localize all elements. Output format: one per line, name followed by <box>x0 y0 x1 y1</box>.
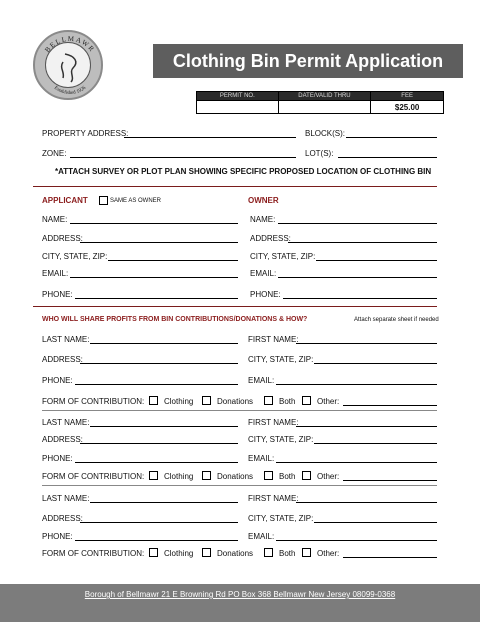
other-checkbox[interactable] <box>302 548 311 557</box>
property-address-field[interactable] <box>124 137 296 138</box>
donations-label: Donations <box>217 472 254 481</box>
applicant-phone-label: PHONE: <box>42 290 73 299</box>
owner-email-field[interactable] <box>278 277 437 278</box>
block-divider <box>42 485 437 486</box>
last-name-field[interactable] <box>90 343 238 344</box>
city-state-zip-label: CITY, STATE, ZIP: <box>248 355 314 364</box>
phone-label: PHONE: <box>42 376 73 385</box>
permit-no-cell[interactable] <box>197 101 279 114</box>
phone-field[interactable] <box>75 540 238 541</box>
permit-no-header: PERMIT NO. <box>197 92 279 101</box>
lots-field[interactable] <box>338 157 437 158</box>
footer-bar <box>0 584 480 622</box>
svg-text:BELLMAWR <box>43 35 96 54</box>
applicant-heading: APPLICANT <box>42 196 88 205</box>
email-label: EMAIL: <box>248 454 275 463</box>
last-name-field[interactable] <box>90 426 238 427</box>
email-field[interactable] <box>276 384 437 385</box>
same-as-owner-checkbox[interactable] <box>99 196 108 205</box>
date-valid-cell[interactable] <box>278 101 371 114</box>
fee-header: FEE <box>371 92 444 101</box>
clothing-label: Clothing <box>164 397 194 406</box>
both-label: Both <box>279 549 296 558</box>
clothing-checkbox[interactable] <box>149 471 158 480</box>
address-field[interactable] <box>80 443 238 444</box>
other-label: Other: <box>317 549 340 558</box>
applicant-phone-field[interactable] <box>75 298 238 299</box>
other-field[interactable] <box>343 405 437 406</box>
applicant-name-label: NAME: <box>42 215 68 224</box>
owner-address-label: ADDRESS: <box>250 234 291 243</box>
city-state-zip-label: CITY, STATE, ZIP: <box>248 435 314 444</box>
donations-label: Donations <box>217 397 254 406</box>
clothing-checkbox[interactable] <box>149 548 158 557</box>
section-divider <box>33 306 437 307</box>
seal-bottom-text: Established 1926 <box>52 85 88 97</box>
applicant-address-label: ADDRESS: <box>42 234 83 243</box>
applicant-email-field[interactable] <box>70 277 238 278</box>
phone-label: PHONE: <box>42 454 73 463</box>
both-label: Both <box>279 472 296 481</box>
phone-field[interactable] <box>75 462 238 463</box>
form-of-contribution-label: FORM OF CONTRIBUTION: <box>42 397 145 406</box>
first-name-label: FIRST NAME: <box>248 418 299 427</box>
last-name-label: LAST NAME: <box>42 494 90 503</box>
permit-table <box>196 91 444 114</box>
city-state-zip-label: CITY, STATE, ZIP: <box>248 514 314 523</box>
email-field[interactable] <box>276 462 437 463</box>
donations-checkbox[interactable] <box>202 396 211 405</box>
owner-heading: OWNER <box>248 196 279 205</box>
address-label: ADDRESS: <box>42 435 83 444</box>
seal-graphic <box>35 32 105 102</box>
date-valid-header: DATE/VALID THRU <box>278 92 371 101</box>
owner-phone-label: PHONE: <box>250 290 281 299</box>
other-field[interactable] <box>343 557 437 558</box>
both-label: Both <box>279 397 296 406</box>
form-of-contribution-label: FORM OF CONTRIBUTION: <box>42 549 145 558</box>
applicant-name-field[interactable] <box>70 223 238 224</box>
seal-top-text: BELLMAWR <box>43 34 97 55</box>
applicant-city-field[interactable] <box>108 260 238 261</box>
svg-text:Established 1926 <box>53 85 87 96</box>
zone-field[interactable] <box>70 157 296 158</box>
other-label: Other: <box>317 397 340 406</box>
other-checkbox[interactable] <box>302 396 311 405</box>
applicant-city-label: CITY, STATE, ZIP: <box>42 252 108 261</box>
address-field[interactable] <box>80 522 238 523</box>
first-name-field[interactable] <box>296 343 437 344</box>
first-name-label: FIRST NAME: <box>248 494 299 503</box>
city-state-zip-field[interactable] <box>314 363 437 364</box>
owner-city-field[interactable] <box>316 260 437 261</box>
profits-note: Attach separate sheet if needed <box>354 317 439 323</box>
email-label: EMAIL: <box>248 532 275 541</box>
property-address-label: PROPERTY ADDRESS: <box>42 129 129 138</box>
zone-label: ZONE: <box>42 149 67 158</box>
other-checkbox[interactable] <box>302 471 311 480</box>
first-name-label: FIRST NAME: <box>248 335 299 344</box>
last-name-field[interactable] <box>90 502 238 503</box>
profits-heading: WHO WILL SHARE PROFITS FROM BIN CONTRIBUTIONS/DONATIONS & HOW? <box>42 316 308 323</box>
both-checkbox[interactable] <box>264 548 273 557</box>
applicant-address-field[interactable] <box>80 242 238 243</box>
fee-cell: $25.00 <box>371 101 444 114</box>
address-field[interactable] <box>80 363 238 364</box>
owner-name-label: NAME: <box>250 215 276 224</box>
same-as-owner-label: SAME AS OWNER <box>110 198 162 204</box>
survey-notice: *ATTACH SURVEY OR PLOT PLAN SHOWING SPECIFIC PROPOSED LOCATION OF CLOTHING BIN <box>55 167 432 176</box>
owner-phone-field[interactable] <box>283 298 437 299</box>
other-field[interactable] <box>343 480 437 481</box>
page-title: Clothing Bin Permit Application <box>153 44 463 78</box>
clothing-checkbox[interactable] <box>149 396 158 405</box>
address-label: ADDRESS: <box>42 514 83 523</box>
first-name-field[interactable] <box>296 502 437 503</box>
city-state-zip-field[interactable] <box>314 443 437 444</box>
last-name-label: LAST NAME: <box>42 418 90 427</box>
donations-label: Donations <box>217 549 254 558</box>
owner-name-field[interactable] <box>278 223 437 224</box>
blocks-label: BLOCK(S): <box>305 129 346 138</box>
donations-checkbox[interactable] <box>202 471 211 480</box>
lots-label: LOT(S): <box>305 149 334 158</box>
last-name-label: LAST NAME: <box>42 335 90 344</box>
both-checkbox[interactable] <box>264 471 273 480</box>
blocks-field[interactable] <box>346 137 437 138</box>
city-state-zip-field[interactable] <box>314 522 437 523</box>
applicant-email-label: EMAIL: <box>42 269 69 278</box>
owner-city-label: CITY, STATE, ZIP: <box>250 252 316 261</box>
owner-email-label: EMAIL: <box>250 269 277 278</box>
email-label: EMAIL: <box>248 376 275 385</box>
clothing-label: Clothing <box>164 472 194 481</box>
phone-label: PHONE: <box>42 532 73 541</box>
donations-checkbox[interactable] <box>202 548 211 557</box>
phone-field[interactable] <box>75 384 238 385</box>
footer-address[interactable]: Borough of Bellmawr 21 E Browning Rd PO Box 368 Bellmawr New Jersey 08099-0368 <box>84 590 396 599</box>
owner-address-field[interactable] <box>288 242 437 243</box>
email-field[interactable] <box>276 540 437 541</box>
block-divider <box>42 410 437 411</box>
both-checkbox[interactable] <box>264 396 273 405</box>
section-divider <box>33 186 437 187</box>
borough-seal <box>33 30 103 100</box>
other-label: Other: <box>317 472 340 481</box>
first-name-field[interactable] <box>296 426 437 427</box>
clothing-label: Clothing <box>164 549 194 558</box>
address-label: ADDRESS: <box>42 355 83 364</box>
form-of-contribution-label: FORM OF CONTRIBUTION: <box>42 472 145 481</box>
